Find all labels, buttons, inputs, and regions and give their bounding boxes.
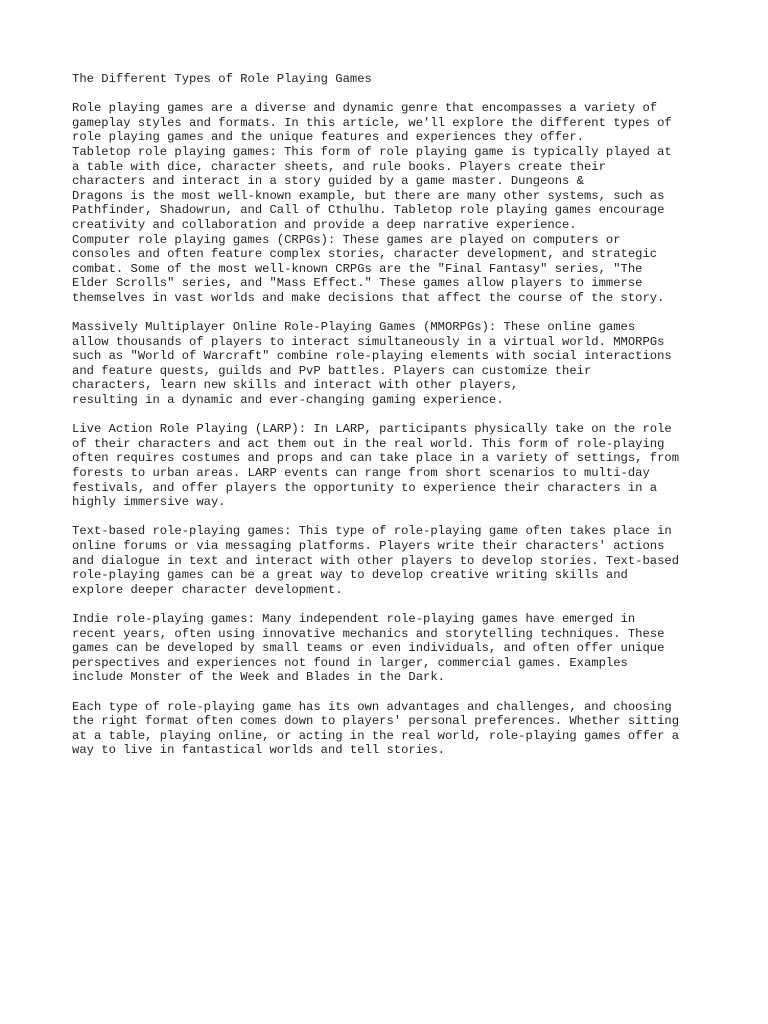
text-line: way to live in fantastical worlds and tell stories.	[72, 743, 445, 758]
document-body	[72, 72, 722, 758]
paragraph-gap	[72, 87, 722, 102]
paragraph-gap	[72, 306, 722, 321]
text-line: highly immersive way.	[72, 495, 226, 510]
paragraph-larp	[72, 422, 722, 510]
text-line: perspectives and experiences not found in larger, commercial games. Examples	[72, 655, 628, 670]
text-line: role playing games and the unique features and experiences they offer.	[72, 130, 584, 145]
paragraph-intro	[72, 101, 722, 305]
text-line: and feature quests, guilds and PvP battles. Players can customize their	[72, 363, 592, 378]
paragraph-gap	[72, 597, 722, 612]
text-line: resulting in a dynamic and ever-changing gaming experience.	[72, 393, 504, 408]
text-line: a table with dice, character sheets, and rule books. Players create their	[72, 159, 606, 174]
document-title: The Different Types of Role Playing Games	[72, 72, 372, 86]
text-line: Pathfinder, Shadowrun, and Call of Cthulhu. Tabletop role playing games encourage	[72, 203, 665, 218]
text-line: themselves in vast worlds and make decisions that affect the course of the story.	[72, 290, 665, 305]
text-line: forests to urban areas. LARP events can range from short scenarios to multi-day	[72, 466, 650, 481]
text-line: characters and interact in a story guided by a game master. Dungeons &	[72, 174, 584, 189]
text-line: Text-based role-playing games: This type of role-playing game often takes place in	[72, 524, 672, 539]
paragraph-mmorpg	[72, 320, 722, 408]
text-line: characters, learn new skills and interact with other players,	[72, 378, 519, 393]
text-line: Indie role-playing games: Many independent role-playing games have emerged in	[72, 611, 636, 626]
paragraph-gap	[72, 685, 722, 700]
text-line: the right format often comes down to players' personal preferences. Whether sitting	[72, 714, 680, 729]
text-line: Elder Scrolls" series, and "Mass Effect." These games allow players to immerse	[72, 276, 643, 291]
paragraph-conclusion	[72, 700, 722, 758]
paragraph-gap	[72, 408, 722, 423]
text-line: Tabletop role playing games: This form of role playing game is typically played at	[72, 144, 672, 159]
paragraph-indie	[72, 612, 722, 685]
text-line: include Monster of the Week and Blades in the Dark.	[72, 670, 445, 685]
text-line: consoles and often feature complex stories, character development, and strategic	[72, 247, 658, 262]
text-line: Live Action Role Playing (LARP): In LARP, participants physically take on the role	[72, 422, 672, 437]
paragraph-text-based	[72, 524, 722, 597]
text-line: Massively Multiplayer Online Role-Playing Games (MMORPGs): These online games	[72, 320, 636, 335]
text-line: Computer role playing games (CRPGs): These games are played on computers or	[72, 232, 621, 247]
text-line: online forums or via messaging platforms. Players write their characters' actions	[72, 539, 665, 553]
text-line: explore deeper character development.	[72, 582, 343, 597]
text-line: creativity and collaboration and provide a deep narrative experience.	[72, 217, 577, 232]
text-line: often requires costumes and props and can take place in a variety of settings, from	[72, 451, 680, 466]
text-line: at a table, playing online, or acting in the real world, role-playing games offer a	[72, 728, 680, 743]
text-line: such as "World of Warcraft" combine role-playing elements with social interactions	[72, 349, 672, 364]
paragraph-gap	[72, 510, 722, 525]
text-line: allow thousands of players to interact simultaneously in a virtual world. MMORPGs	[72, 334, 665, 349]
text-line: Each type of role-playing game has its own advantages and challenges, and choosing	[72, 699, 672, 714]
text-line: gameplay styles and formats. In this article, we'll explore the different types of	[72, 115, 672, 130]
text-line: and dialogue in text and interact with other players to develop stories. Text-based	[72, 553, 680, 568]
text-line: role-playing games can be a great way to develop creative writing skills and	[72, 568, 628, 583]
text-line: of their characters and act them out in the real world. This form of role-playing	[72, 436, 665, 451]
text-line: Dragons is the most well-known example, but there are many other systems, such as	[72, 188, 665, 203]
text-line: Role playing games are a diverse and dynamic genre that encompasses a variety of	[72, 101, 658, 116]
text-line: games can be developed by small teams or even individuals, and often offer unique	[72, 641, 665, 656]
text-line: festivals, and offer players the opportunity to experience their characters in a	[72, 480, 658, 495]
text-line: recent years, often using innovative mechanics and storytelling techniques. These	[72, 626, 665, 641]
text-line: combat. Some of the most well-known CRPGs are the "Final Fantasy" series, "The	[72, 261, 643, 276]
